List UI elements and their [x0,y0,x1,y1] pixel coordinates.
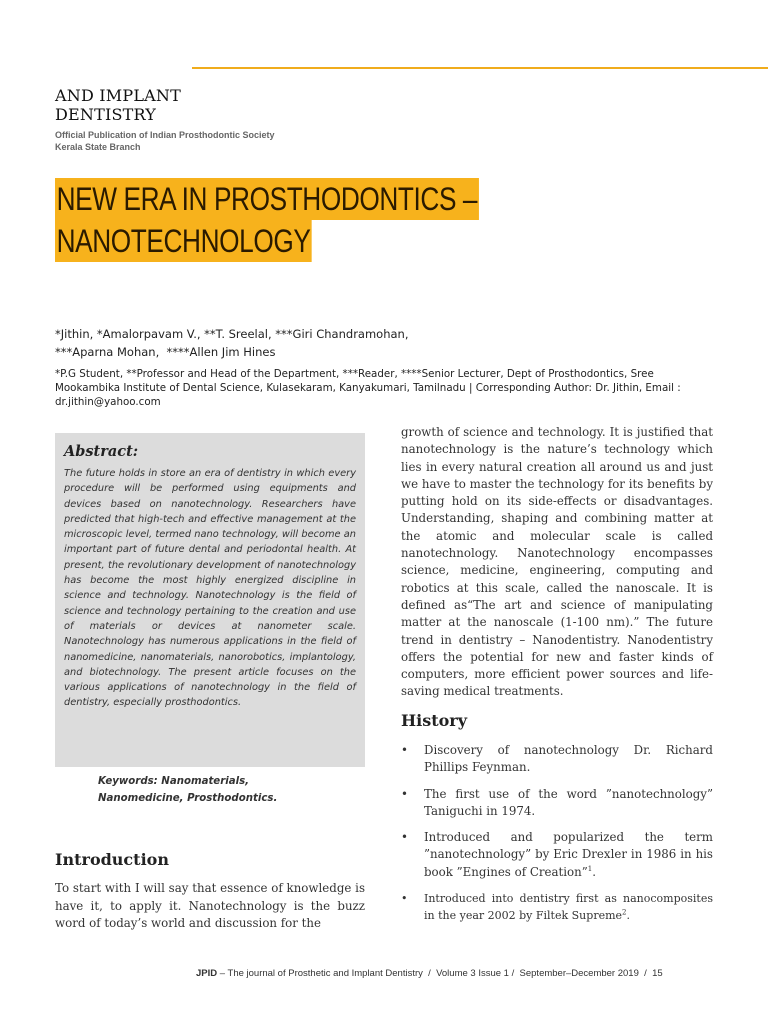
citation-marker: 1 [587,864,593,873]
keywords-line1: Keywords: Nanomaterials, [98,776,250,787]
introduction-heading: Introduction [55,850,169,869]
journal-name-line1: AND IMPLANT [55,86,181,105]
journal-subtitle-line1: Official Publication of Indian Prosthodontic Society [55,130,275,140]
keywords [98,773,338,807]
history-item-text: The first use of the word ”nanotechnology” Taniguchi in 1974. [424,786,713,818]
page-footer [196,968,663,979]
keywords-line2: Nanomedicine, Prosthodontics. [98,793,278,804]
journal-subtitle-line2: Kerala State Branch [55,141,141,152]
history-list [401,742,713,934]
history-item-text: Introduced and popularized the term ”nanotechnology” by Eric Drexler in 1986 in his book ”Engines of Creation” [424,830,713,879]
history-item-text: Introduced into dentistry first as nanocomposites in the year 2002 by Filtek Supreme [424,892,713,923]
citation-marker: 2 [622,908,627,917]
footer-journal-abbr: JPID [196,968,218,979]
bullet-icon: • [401,786,408,801]
bullet-icon: • [401,892,408,906]
history-item [401,742,713,777]
footer-text: – The journal of Prosthetic and Implant Dentistry / Volume 3 Issue 1 / September–December 2019 / 15 [217,968,663,979]
article-title [55,178,572,262]
article-title-line2: NANOTECHNOLOGY [55,220,312,262]
abstract-text: The future holds in store an era of dentistry in which every procedure will be performed using equipments and devices based on nanotechnology. Researchers have predicted that high-tech and effective management at the microscopic level, termed nano technology, will become an important part of future dental and periodontal health. At present, the revolutionary development of nanotechnology has become the most highly energized discipline in science and technology. Nanotechnology is the field of science and technology pertaining to the creation and use of materials or devices at nanometer scale. Nanotechnology has numerous applications in the field of nanomedicine, nanomaterials, nanorobotics, implantology, and biotechnology. The present article focuses on the various applications of nanotechnology in the field of dentistry, especially prosthodontics. [64,468,356,709]
article-title-line1: NEW ERA IN PROSTHODONTICS – [55,178,479,220]
header-rule [192,67,768,69]
journal-name [55,86,181,124]
bullet-icon: • [401,830,408,845]
history-item-tail: . [592,864,596,879]
abstract-box [55,433,365,767]
authors-line1: *Jithin, *Amalorpavam V., **T. Sreelal, ***Giri Chandramohan, [55,327,409,341]
affiliations: *P.G Student, **Professor and Head of the Department, ***Reader, ****Senior Lecturer, Dept of Prosthodontics, Sree Mookambika Institute of Dental Science, Kulasekaram, Kanyakumari, Tamilnadu | Corresponding Author: Dr. Jithin, Email : dr.jithin@yahoo.com [55,368,681,408]
history-item-text: Discovery of nanotechnology Dr. Richard Phillips Feynman. [424,743,713,775]
introduction-text: To start with I will say that essence of knowledge is have it, to apply it. Nanotechnology is the buzz word of today’s world and discussion for the [55,881,365,930]
abstract-heading: Abstract: [64,443,139,460]
bullet-icon: • [401,743,408,757]
journal-name-line2: DENTISTRY [55,105,157,124]
author-list [55,325,715,361]
history-item [401,786,713,821]
history-item [401,829,713,881]
history-item-tail: . [626,909,630,923]
body-paragraph: growth of science and technology. It is justified that nanotechnology is the nature’s technology which lies in every natural creation all around us and just we have to master the technology for its benefits by putting hold on its side-effects or disadvantages. Understanding, shaping and combining matter at the atomic and molecular scale is called nanotechnology. Nanotechnology encompasses science, medicine, engineering, computing and robotics at this scale, called the nanoscale. It is defined as“The art and science of manipulating matter at the nanoscale (1-100 nm).” The future trend in dentistry – Nanodentistry. Nanodentistry offers the potential for new and faster kinds of computers, more efficient power sources and life-saving medical treatments. [401,425,713,699]
authors-line2: ***Aparna Mohan, ****Allen Jim Hines [55,345,276,359]
journal-subtitle [55,130,275,153]
history-item [401,890,713,925]
history-heading: History [401,711,467,730]
